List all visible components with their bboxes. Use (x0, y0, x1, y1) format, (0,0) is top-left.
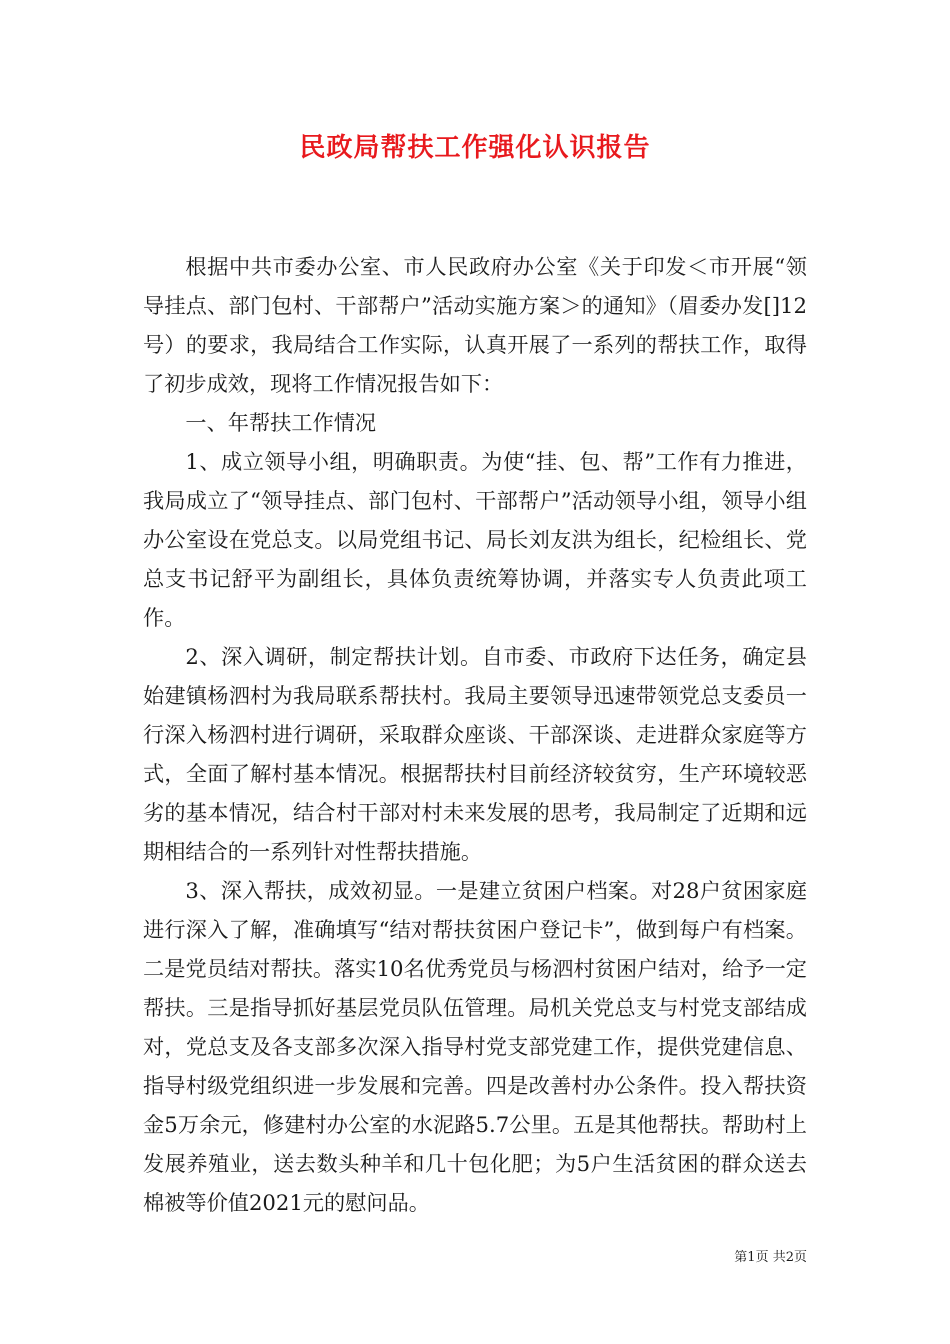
document-body (143, 247, 807, 1222)
paragraph-leadership-group: 1、成立领导小组，明确职责。为使“挂、包、帮”工作有力推进，我局成立了“领导挂点、部门包村、干部帮户”活动领导小组，领导小组办公室设在党总支。以局党组书记、局长刘友洪为组长，纪检组长、党总支书记舒平为副组长，具体负责统筹协调，并落实专人负责此项工作。 (143, 449, 807, 630)
document-title: 民政局帮扶工作强化认识报告 (299, 133, 651, 163)
intro-paragraph: 根据中共市委办公室、市人民政府办公室《关于印发＜市开展“领导挂点、部门包村、干部帮户”活动实施方案＞的通知》（眉委办发[]12号）的要求，我局结合工作实际，认真开展了一系列的帮扶工作，取得了初步成效，现将工作情况报告如下： (143, 254, 807, 396)
section-heading: 一、年帮扶工作情况 (185, 410, 377, 435)
paragraph-research-plan: 2、深入调研，制定帮扶计划。自市委、市政府下达任务，确定县始建镇杨泗村为我局联系帮扶村。我局主要领导迅速带领党总支委员一行深入杨泗村进行调研，采取群众座谈、干部深谈、走进群众家庭等方式，全面了解村基本情况。根据帮扶村目前经济较贫穷，生产环境较恶劣的基本情况，结合村干部对村未来发展的思考，我局制定了近期和远期相结合的一系列针对性帮扶措施。 (143, 644, 807, 864)
page-number (734, 1248, 807, 1268)
current-page: 1 (747, 1250, 756, 1265)
paragraph-assistance-results: 3、深入帮扶，成效初显。一是建立贫困户档案。对28户贫困家庭进行深入了解，准确填写“结对帮扶贫困户登记卡”，做到每户有档案。二是党员结对帮扶。落实10名优秀党员与杨泗村贫困户结对，给予一定帮扶。三是指导抓好基层党员队伍管理。局机关党总支与村党支部结成对，党总支及各支部多次深入指导村党支部党建工作，提供党建信息、指导村级党组织进一步发展和完善。四是改善村办公条件。投入帮扶资金5万余元，修建村办公室的水泥路5.7公里。五是其他帮扶。帮助村上发展养殖业，送去数头种羊和几十包化肥；为5户生活贫困的群众送去棉被等价值2021元的慰问品。 (143, 878, 807, 1215)
page-number-suffix: 页 (793, 1250, 807, 1265)
page-number-prefix: 第 (734, 1250, 748, 1265)
page-number-middle: 页 共 (755, 1250, 786, 1265)
total-pages: 2 (785, 1250, 794, 1265)
